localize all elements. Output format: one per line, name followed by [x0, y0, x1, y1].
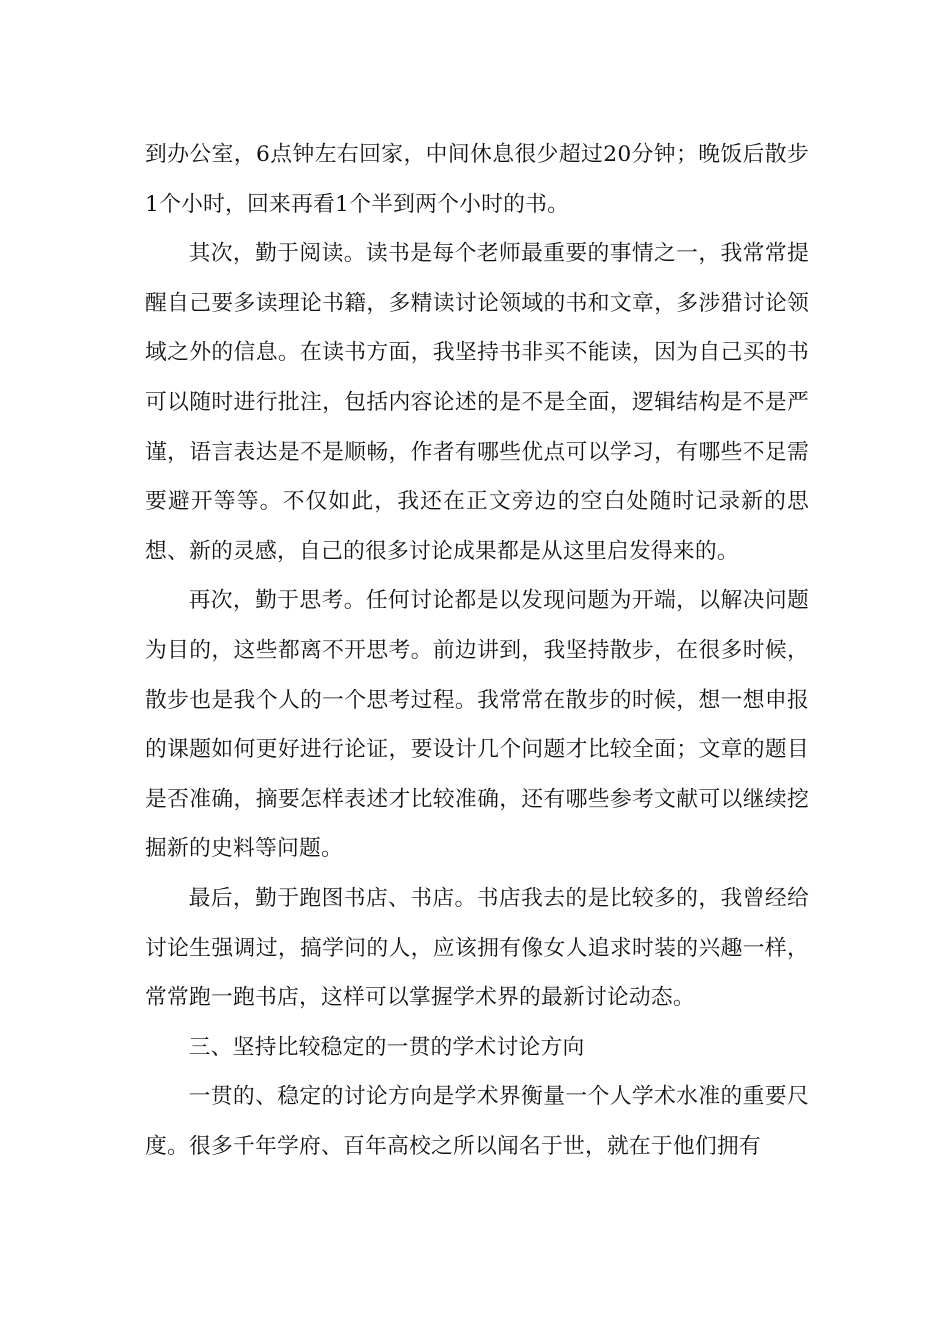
- paragraph-thinking: 再次，勤于思考。任何讨论都是以发现问题为开端，以解决问题为目的，这些都离不开思考。前边讲到，我坚持散步，在很多时候，散步也是我个人的一个思考过程。我常常在散步的时候，想一想申报的课题如何更好进行论证，要设计几个问题才比较全面；文章的题目是否准确，摘要怎样表述才比较准确，还有哪些参考文献可以继续挖掘新的史料等问题。: [145, 588, 809, 862]
- paragraph-research-direction: 一贯的、稳定的讨论方向是学术界衡量一个人学术水准的重要尺度。很多千年学府、百年高校之所以闻名于世，就在于他们拥有: [145, 1084, 809, 1159]
- section-heading: 三、坚持比较稳定的一贯的学术讨论方向: [188, 1034, 585, 1060]
- document-page: [145, 130, 809, 1171]
- paragraph-bookstores: 最后，勤于跑图书店、书店。书店我去的是比较多的，我曾经给讨论生强调过，搞学问的人，应该拥有像女人追求时装的兴趣一样，常常跑一跑书店，这样可以掌握学术界的最新讨论动态。: [145, 885, 809, 1011]
- paragraph-schedule: 到办公室，6点钟左右回家，中间休息很少超过20分钟；晚饭后散步1个小时，回来再看1个半到两个小时的书。: [145, 142, 809, 217]
- paragraph-reading: 其次，勤于阅读。读书是每个老师最重要的事情之一，我常常提醒自己要多读理论书籍，多精读讨论领域的书和文章，多涉猎讨论领域之外的信息。在读书方面，我坚持书非买不能读，因为自己买的书可以随时进行批注，包括内容论述的是不是全面，逻辑结构是不是严谨，语言表达是不是顺畅，作者有哪些优点可以学习，有哪些不足需要避开等等。不仅如此，我还在正文旁边的空白处随时记录新的思想、新的灵感，自己的很多讨论成果都是从这里启发得来的。: [145, 241, 809, 564]
